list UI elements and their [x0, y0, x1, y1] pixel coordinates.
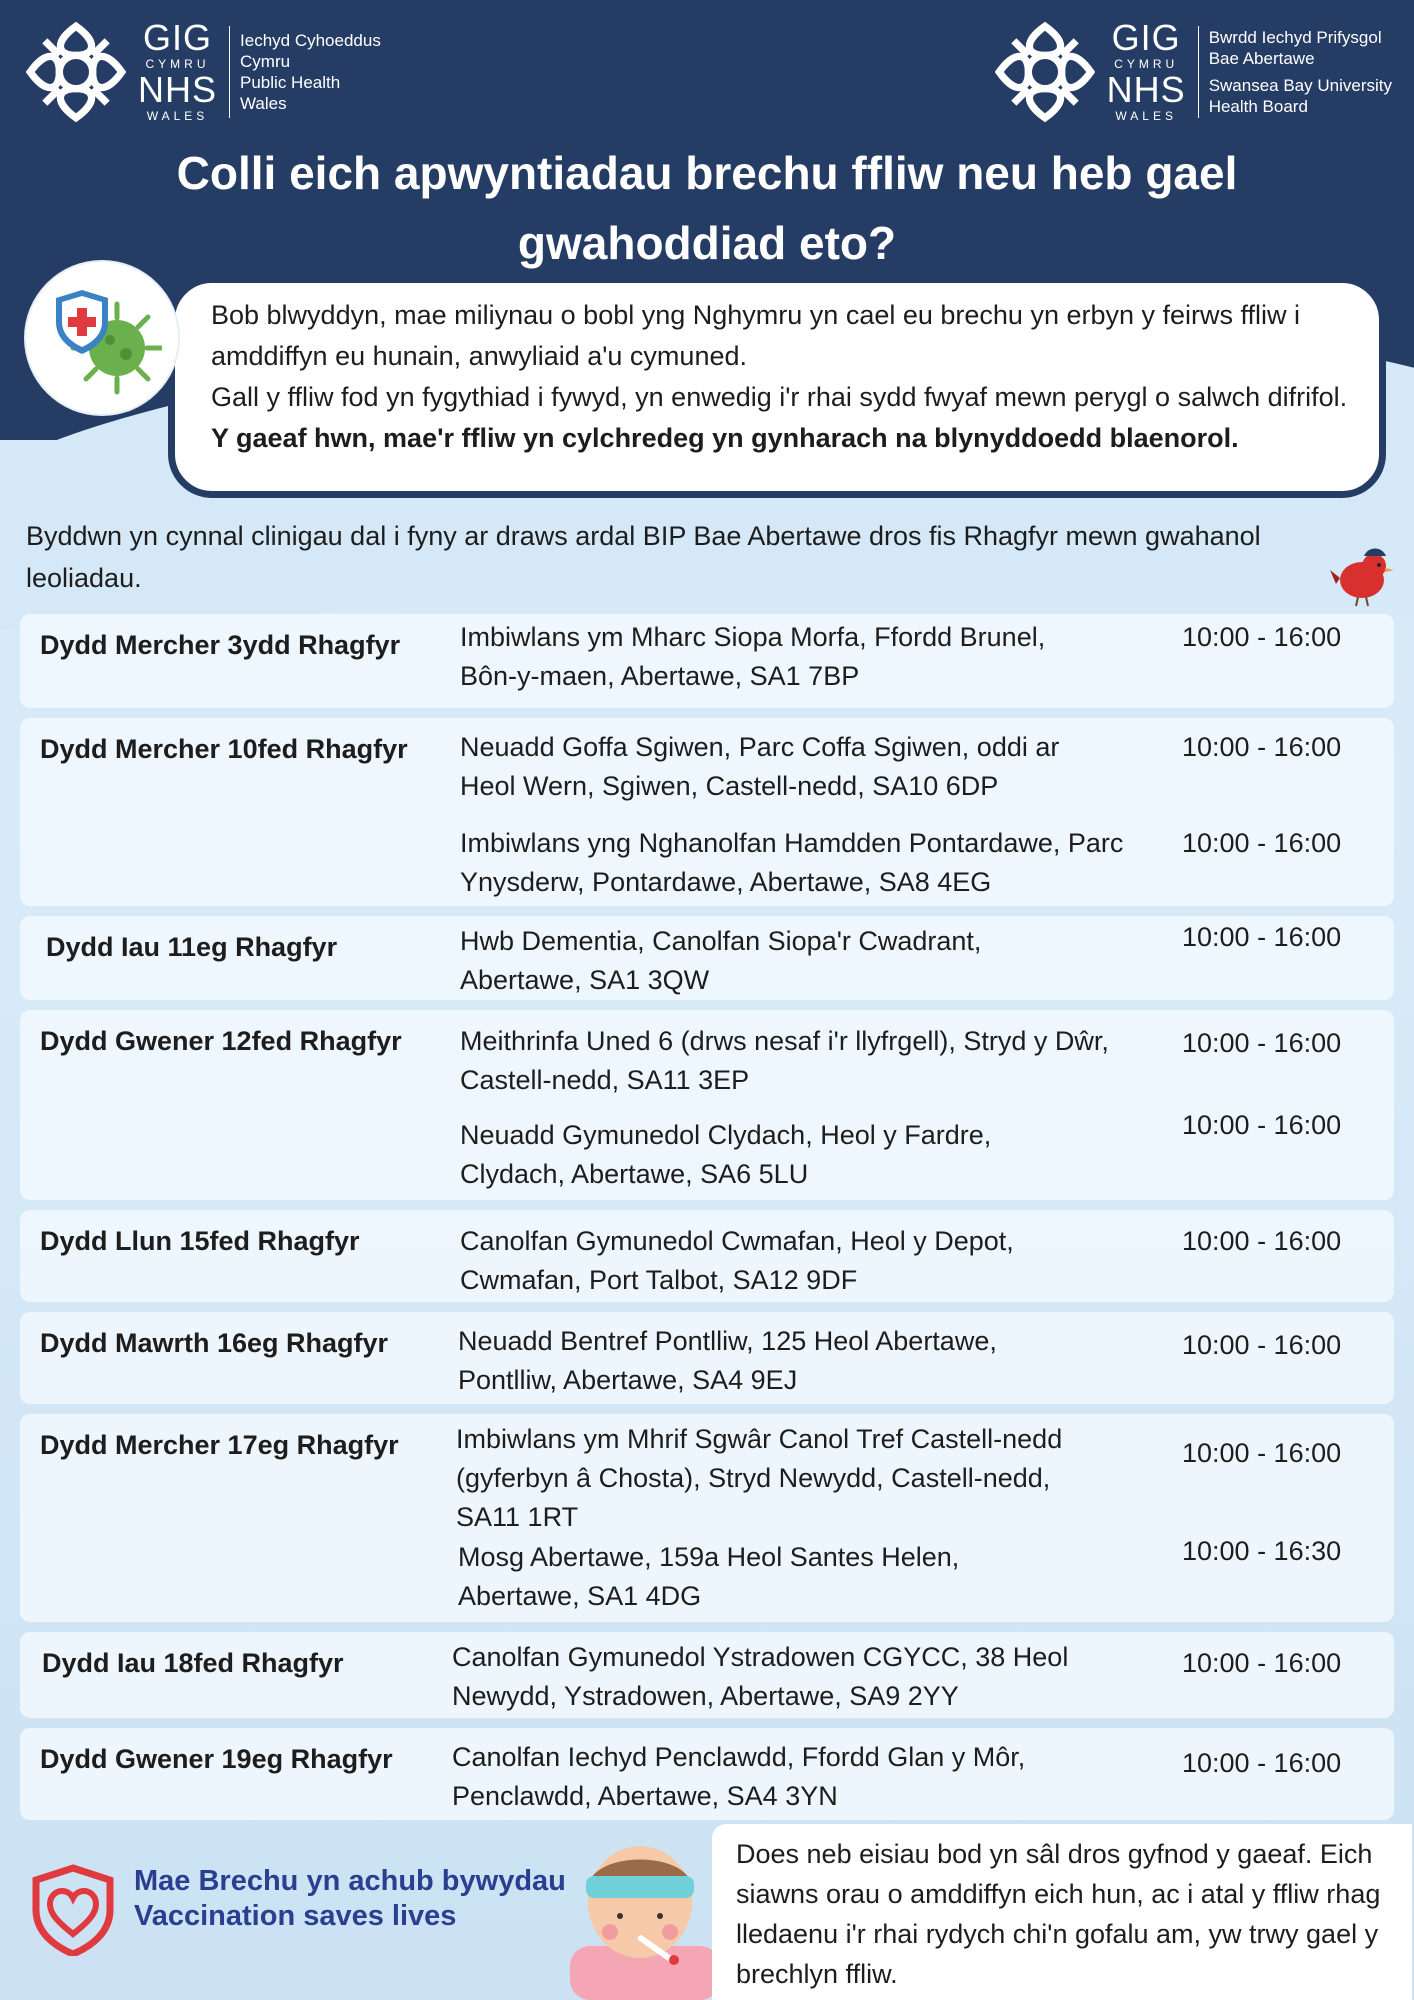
- logo-gig-text: GIG: [143, 17, 213, 58]
- page-title: Colli eich apwyntiadau brechu ffliw neu heb gael gwahoddiad eto?: [176, 147, 1238, 269]
- schedule-row: [20, 718, 1394, 906]
- clinic-time: 10:00 - 16:00: [1182, 1648, 1342, 1678]
- logo-line: Bwrdd Iechyd Prifysgol: [1208, 28, 1382, 47]
- clinic-location: Imbiwlans ym Mhrif Sgwâr Canol Tref Castell-nedd (gyferbyn â Chosta), Stryd Newydd, Castell-nedd, SA11 1RT: [456, 1424, 1063, 1532]
- logo-nhs-text: NHS: [138, 69, 218, 110]
- clinic-location: Canolfan Gymunedol Cwmafan, Heol y Depot, Cwmafan, Port Talbot, SA12 9DF: [460, 1226, 1014, 1295]
- logo-org-name: [1209, 27, 1392, 117]
- clinic-location: Imbiwlans ym Mharc Siopa Morfa, Ffordd Brunel, Bôn-y-maen, Abertawe, SA1 7BP: [460, 622, 1046, 691]
- clinic-location: Meithrinfa Uned 6 (drws nesaf i'r llyfrgell), Stryd y Dŵr, Castell-nedd, SA11 3EP: [460, 1026, 1109, 1095]
- clinic-time: 10:00 - 16:00: [1182, 828, 1342, 858]
- clinics-intro: Byddwn yn cynnal clinigau dal i fyny ar draws ardal BIP Bae Abertawe dros fis Rhagfyr mewn gwahanol leoliadau.: [26, 521, 1261, 593]
- clinic-location: Canolfan Iechyd Penclawdd, Ffordd Glan y Môr, Penclawdd, Abertawe, SA4 3YN: [452, 1742, 1026, 1811]
- clinic-location: Canolfan Gymunedol Ystradowen CGYCC, 38 Heol Newydd, Ystradowen, Abertawe, SA9 2YY: [452, 1642, 1069, 1711]
- schedule-row: [20, 1728, 1394, 1820]
- clinic-time: 10:00 - 16:30: [1182, 1536, 1342, 1566]
- intro-paragraph-1: Bob blwyddyn, mae miliynau o bobl yng Nghymru yn cael eu brechu yn erbyn y feirws ffliw i amddiffyn eu hunain, anwyliaid a'u cymuned.: [211, 300, 1301, 371]
- clinic-location: Neuadd Bentref Pontlliw, 125 Heol Abertawe, Pontlliw, Abertawe, SA4 9EJ: [458, 1326, 997, 1395]
- footer-message: Does neb eisiau bod yn sâl dros gyfnod y gaeaf. Eich siawns orau o amddiffyn eich hun, ac i atal y ffliw rhag lledaenu i'r rhai rydych chi'n gofalu am, yw trwy gael y brechlyn ffliw.: [712, 1824, 1412, 2000]
- logo-line: Public Health: [240, 73, 341, 92]
- clinic-time: 10:00 - 16:00: [1182, 732, 1342, 762]
- schedule-day: Dydd Llun 15fed Rhagfyr: [40, 1226, 360, 1256]
- clinic-location: Neuadd Goffa Sgiwen, Parc Coffa Sgiwen, oddi ar Heol Wern, Sgiwen, Castell-nedd, SA10 6DP: [460, 732, 1060, 801]
- logo-cymru-text: CYMRU: [145, 57, 210, 71]
- logo-line: Swansea Bay University: [1208, 76, 1392, 95]
- schedule-row: [20, 916, 1394, 1000]
- clinic-location: Mosg Abertawe, 159a Heol Santes Helen, Abertawe, SA1 4DG: [458, 1542, 960, 1611]
- logo-line: Health Board: [1208, 97, 1308, 116]
- logo-org-name: [240, 30, 381, 114]
- logo-nhs-text: NHS: [1106, 69, 1186, 110]
- clinic-time: 10:00 - 16:00: [1182, 1438, 1342, 1468]
- logo-gig-text: GIG: [1111, 17, 1181, 58]
- intro-paragraph-2: [211, 377, 1359, 459]
- virus-shield-badge: [26, 262, 178, 414]
- logo-public-health-wales: [24, 17, 381, 124]
- schedule-day: Dydd Iau 11eg Rhagfyr: [46, 932, 338, 962]
- clinic-time: 10:00 - 16:00: [1182, 622, 1342, 652]
- schedule-day: Dydd Mercher 10fed Rhagfyr: [40, 734, 408, 764]
- sick-person-icon: [540, 1836, 730, 2000]
- schedule-day: Dydd Mawrth 16eg Rhagfyr: [40, 1328, 389, 1358]
- schedule-row: [20, 1312, 1394, 1404]
- clinic-time: 10:00 - 16:00: [1182, 1226, 1342, 1256]
- clinic-time: 10:00 - 16:00: [1182, 1330, 1342, 1360]
- schedule-day: Dydd Gwener 19eg Rhagfyr: [40, 1744, 393, 1774]
- celtic-knot-logo-icon: [993, 20, 1097, 124]
- logo-wales-text: WALES: [146, 109, 209, 123]
- clinic-time: 10:00 - 16:00: [1182, 1028, 1342, 1058]
- schedule-row: [20, 614, 1394, 708]
- virus-icon: [42, 278, 162, 398]
- schedule-row: [20, 1414, 1394, 1622]
- logo-wordmark: [1106, 17, 1186, 124]
- heart-shield-icon: [30, 1864, 116, 1956]
- clinic-time: 10:00 - 16:00: [1182, 922, 1342, 952]
- slogan-english: Vaccination saves lives: [134, 1900, 457, 1932]
- logo-line: Cymru: [240, 52, 291, 71]
- schedule-day: Dydd Mercher 17eg Rhagfyr: [40, 1430, 399, 1460]
- logo-divider: [1198, 26, 1199, 118]
- logo-wales-text: WALES: [1115, 109, 1177, 123]
- clinic-location: Imbiwlans yng Nghanolfan Hamdden Pontardawe, Parc Ynysderw, Pontardawe, Abertawe, SA8 4EG: [460, 828, 1124, 897]
- slogan: [134, 1864, 566, 1934]
- logo-line: Bae Abertawe: [1208, 49, 1315, 68]
- schedule-row: [20, 1632, 1394, 1718]
- celtic-knot-logo-icon: [24, 20, 128, 124]
- intro-highlight: Y gaeaf hwn, mae'r ffliw yn cylchredeg yn gynharach na blynyddoedd blaenorol.: [211, 423, 1239, 453]
- clinic-time: 10:00 - 16:00: [1182, 1748, 1342, 1778]
- clinic-location: Hwb Dementia, Canolfan Siopa'r Cwadrant, Abertawe, SA1 3QW: [460, 926, 982, 995]
- intro-paragraph-2-text: Gall y ffliw fod yn fygythiad i fywyd, yn enwedig i'r rhai sydd fwyaf mewn perygl o salwch difrifol.: [211, 382, 1348, 412]
- intro-bubble: [168, 276, 1386, 498]
- logo-divider: [229, 26, 230, 118]
- robin-bird-icon: [1328, 540, 1398, 610]
- schedule-day: Dydd Mercher 3ydd Rhagfyr: [40, 630, 401, 660]
- logo-swansea-bay: [993, 17, 1392, 124]
- logo-wordmark: [138, 17, 218, 124]
- logo-cymru-text: CYMRU: [1114, 57, 1179, 71]
- schedule-day: Dydd Iau 18fed Rhagfyr: [42, 1648, 344, 1678]
- clinic-time: 10:00 - 16:00: [1182, 1110, 1342, 1140]
- logo-line: Wales: [240, 94, 287, 113]
- schedule-row: [20, 1010, 1394, 1200]
- schedule-row: [20, 1210, 1394, 1302]
- slogan-welsh: Mae Brechu yn achub bywydau: [134, 1865, 566, 1897]
- schedule-day: Dydd Gwener 12fed Rhagfyr: [40, 1026, 402, 1056]
- clinic-location: Neuadd Gymunedol Clydach, Heol y Fardre, Clydach, Abertawe, SA6 5LU: [460, 1120, 992, 1189]
- logo-line: Iechyd Cyhoeddus: [240, 31, 381, 50]
